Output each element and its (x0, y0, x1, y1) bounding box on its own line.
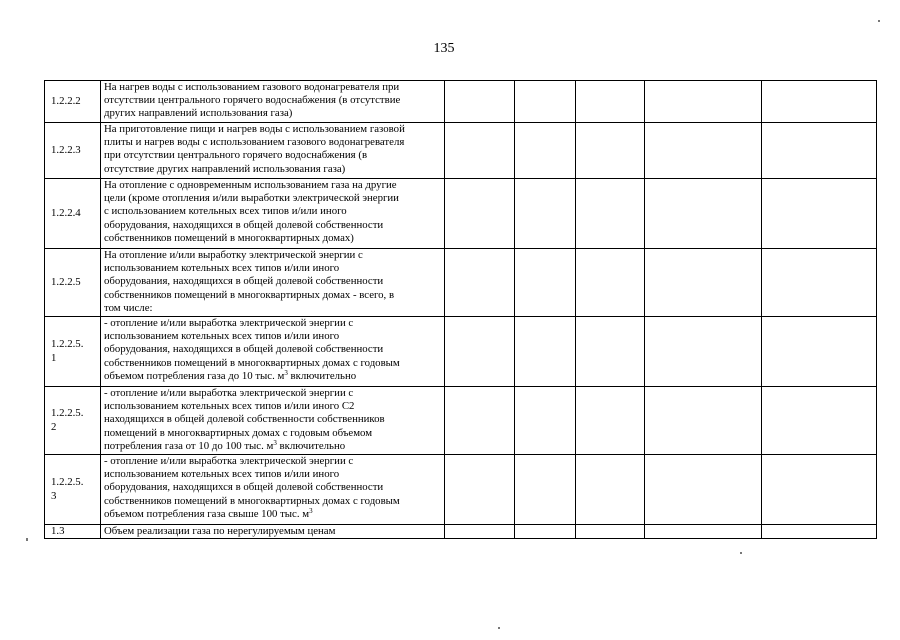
empty-value-cell (515, 81, 576, 123)
row-description (101, 455, 445, 525)
row-description (101, 525, 445, 539)
empty-value-cell (645, 179, 762, 249)
row-description-line: при отсутствии центрального горячего водоснабжения (в (104, 149, 368, 162)
cubic-superscript: 3 (309, 507, 313, 515)
empty-value-cell (576, 81, 645, 123)
gas-volume-table (44, 80, 877, 539)
row-code-line: 1 (51, 351, 57, 364)
row-description-line: На отопление с одновременным использованием газа на другие (104, 179, 397, 191)
row-description-line: Объем реализации газа по нерегулируемым ценам (104, 525, 336, 537)
empty-value-cell (762, 317, 877, 387)
row-description-line: том числе: (104, 301, 153, 314)
row-description-line: помещений в многоквартирных домах с годовым объемом (104, 426, 373, 439)
row-code (45, 317, 101, 387)
empty-value-cell (445, 455, 515, 525)
row-description-line (104, 508, 442, 521)
empty-value-cell (515, 455, 576, 525)
row-code-line: 1.3 (51, 525, 65, 537)
empty-value-cell (515, 525, 576, 539)
row-description-line: отсутствии центрального горячего водоснабжения (в отсутствие (104, 94, 401, 107)
row-description-line: - отопление и/или выработка электрической энергии с (104, 455, 354, 467)
row-description-line: - отопление и/или выработка электрической энергии с (104, 387, 354, 399)
empty-value-cell (445, 179, 515, 249)
row-description-line: плиты и нагрев воды с использованием газового водонагревателя (104, 136, 405, 149)
empty-value-cell (762, 387, 877, 455)
table-row (45, 81, 877, 123)
row-description-line: оборудования, находящихся в общей долевой собственности (104, 481, 384, 494)
empty-value-cell (445, 123, 515, 179)
table-row (45, 317, 877, 387)
scan-speck (498, 627, 500, 629)
row-description-line (104, 440, 442, 453)
row-code-line: 2 (51, 420, 57, 433)
row-description-line: собственников помещений в многоквартирных домах) (104, 231, 354, 244)
empty-value-cell (445, 81, 515, 123)
row-description (101, 387, 445, 455)
empty-value-cell (576, 387, 645, 455)
empty-value-cell (445, 249, 515, 317)
empty-value-cell (645, 123, 762, 179)
empty-value-cell (576, 179, 645, 249)
line-text: включительно (276, 439, 346, 452)
empty-value-cell (445, 317, 515, 387)
table-row (45, 525, 877, 539)
row-description-line: оборудования, находящихся в общей долевой собственности (104, 218, 384, 231)
empty-value-cell (645, 317, 762, 387)
row-description-line: цели (кроме отопления и/или выработки электрической энергии (104, 192, 399, 205)
line-text: объемом потребления газа до 10 тыс. м (104, 369, 285, 382)
row-description-line: использованием котельных всех типов и/или иного (104, 262, 340, 275)
empty-value-cell (576, 317, 645, 387)
empty-value-cell (645, 81, 762, 123)
line-text: объемом потребления газа свыше 100 тыс. м (104, 507, 310, 520)
scan-speck (26, 538, 28, 541)
empty-value-cell (762, 455, 877, 525)
table-row (45, 249, 877, 317)
row-code-line: 1.2.2.3 (51, 143, 81, 156)
row-description-line: собственников помещений в многоквартирных домах с годовым (104, 356, 400, 369)
row-description (101, 317, 445, 387)
row-description (101, 249, 445, 317)
row-description-line: На приготовление пищи и нагрев воды с использованием газовой (104, 123, 405, 135)
row-code-line: 1.2.2.5. (51, 476, 84, 489)
empty-value-cell (762, 525, 877, 539)
table-row (45, 123, 877, 179)
line-text: потребления газа от 10 до 100 тыс. м (104, 439, 274, 452)
row-description-line: использованием котельных всех типов и/или иного (104, 468, 340, 481)
page-number: 135 (433, 41, 455, 56)
row-description-line: - отопление и/или выработка электрической энергии с (104, 317, 354, 329)
cubic-superscript: 3 (284, 369, 288, 377)
empty-value-cell (762, 81, 877, 123)
empty-value-cell (576, 455, 645, 525)
row-description-line: отсутствие других направлений использования газа) (104, 162, 346, 175)
empty-value-cell (576, 249, 645, 317)
empty-value-cell (515, 123, 576, 179)
table-row (45, 387, 877, 455)
scan-speck (878, 20, 880, 22)
row-description-line: На нагрев воды с использованием газового водонагревателя при (104, 81, 400, 93)
scan-speck (740, 552, 742, 554)
row-description-line: собственников помещений в многоквартирных домах с годовым (104, 494, 400, 507)
row-description-line: других направлений использования газа) (104, 107, 293, 120)
empty-value-cell (515, 179, 576, 249)
empty-value-cell (645, 249, 762, 317)
row-code-line: 3 (51, 489, 57, 502)
empty-value-cell (445, 387, 515, 455)
row-description-line: оборудования, находящихся в общей долевой собственности (104, 275, 384, 288)
empty-value-cell (762, 249, 877, 317)
table-row (45, 455, 877, 525)
row-code (45, 525, 101, 539)
empty-value-cell (515, 387, 576, 455)
empty-value-cell (576, 525, 645, 539)
row-code (45, 455, 101, 525)
row-description-line: оборудования, находящихся в общей долевой собственности (104, 343, 384, 356)
row-code-line: 1.2.2.2 (51, 94, 81, 107)
row-code-line: 1.2.2.5 (51, 275, 81, 288)
row-code (45, 249, 101, 317)
row-code-line: 1.2.2.5. (51, 407, 84, 420)
row-code (45, 179, 101, 249)
row-code-line: 1.2.2.5. (51, 338, 84, 351)
empty-value-cell (645, 525, 762, 539)
line-text: включительно (287, 369, 357, 382)
row-code (45, 123, 101, 179)
row-description-line (104, 370, 442, 383)
row-description-line: использованием котельных всех типов и/или иного (104, 330, 340, 343)
row-code-line: 1.2.2.4 (51, 206, 81, 219)
empty-value-cell (762, 123, 877, 179)
empty-value-cell (515, 249, 576, 317)
empty-value-cell (645, 387, 762, 455)
row-description-line: использованием котельных всех типов и/или иного С2 (104, 400, 355, 413)
table-row (45, 179, 877, 249)
row-description-line: собственников помещений в многоквартирных домах - всего, в (104, 288, 395, 301)
empty-value-cell (576, 123, 645, 179)
row-description (101, 179, 445, 249)
row-description-line: с использованием котельных всех типов и/или иного (104, 205, 347, 218)
row-description (101, 123, 445, 179)
empty-value-cell (445, 525, 515, 539)
row-description-line: На отопление и/или выработку электрической энергии с (104, 249, 363, 261)
row-description-line: находящихся в общей долевой собственности собственников (104, 413, 385, 426)
row-description (101, 81, 445, 123)
row-code (45, 387, 101, 455)
empty-value-cell (762, 179, 877, 249)
row-code (45, 81, 101, 123)
empty-value-cell (645, 455, 762, 525)
empty-value-cell (515, 317, 576, 387)
cubic-superscript: 3 (273, 439, 277, 447)
